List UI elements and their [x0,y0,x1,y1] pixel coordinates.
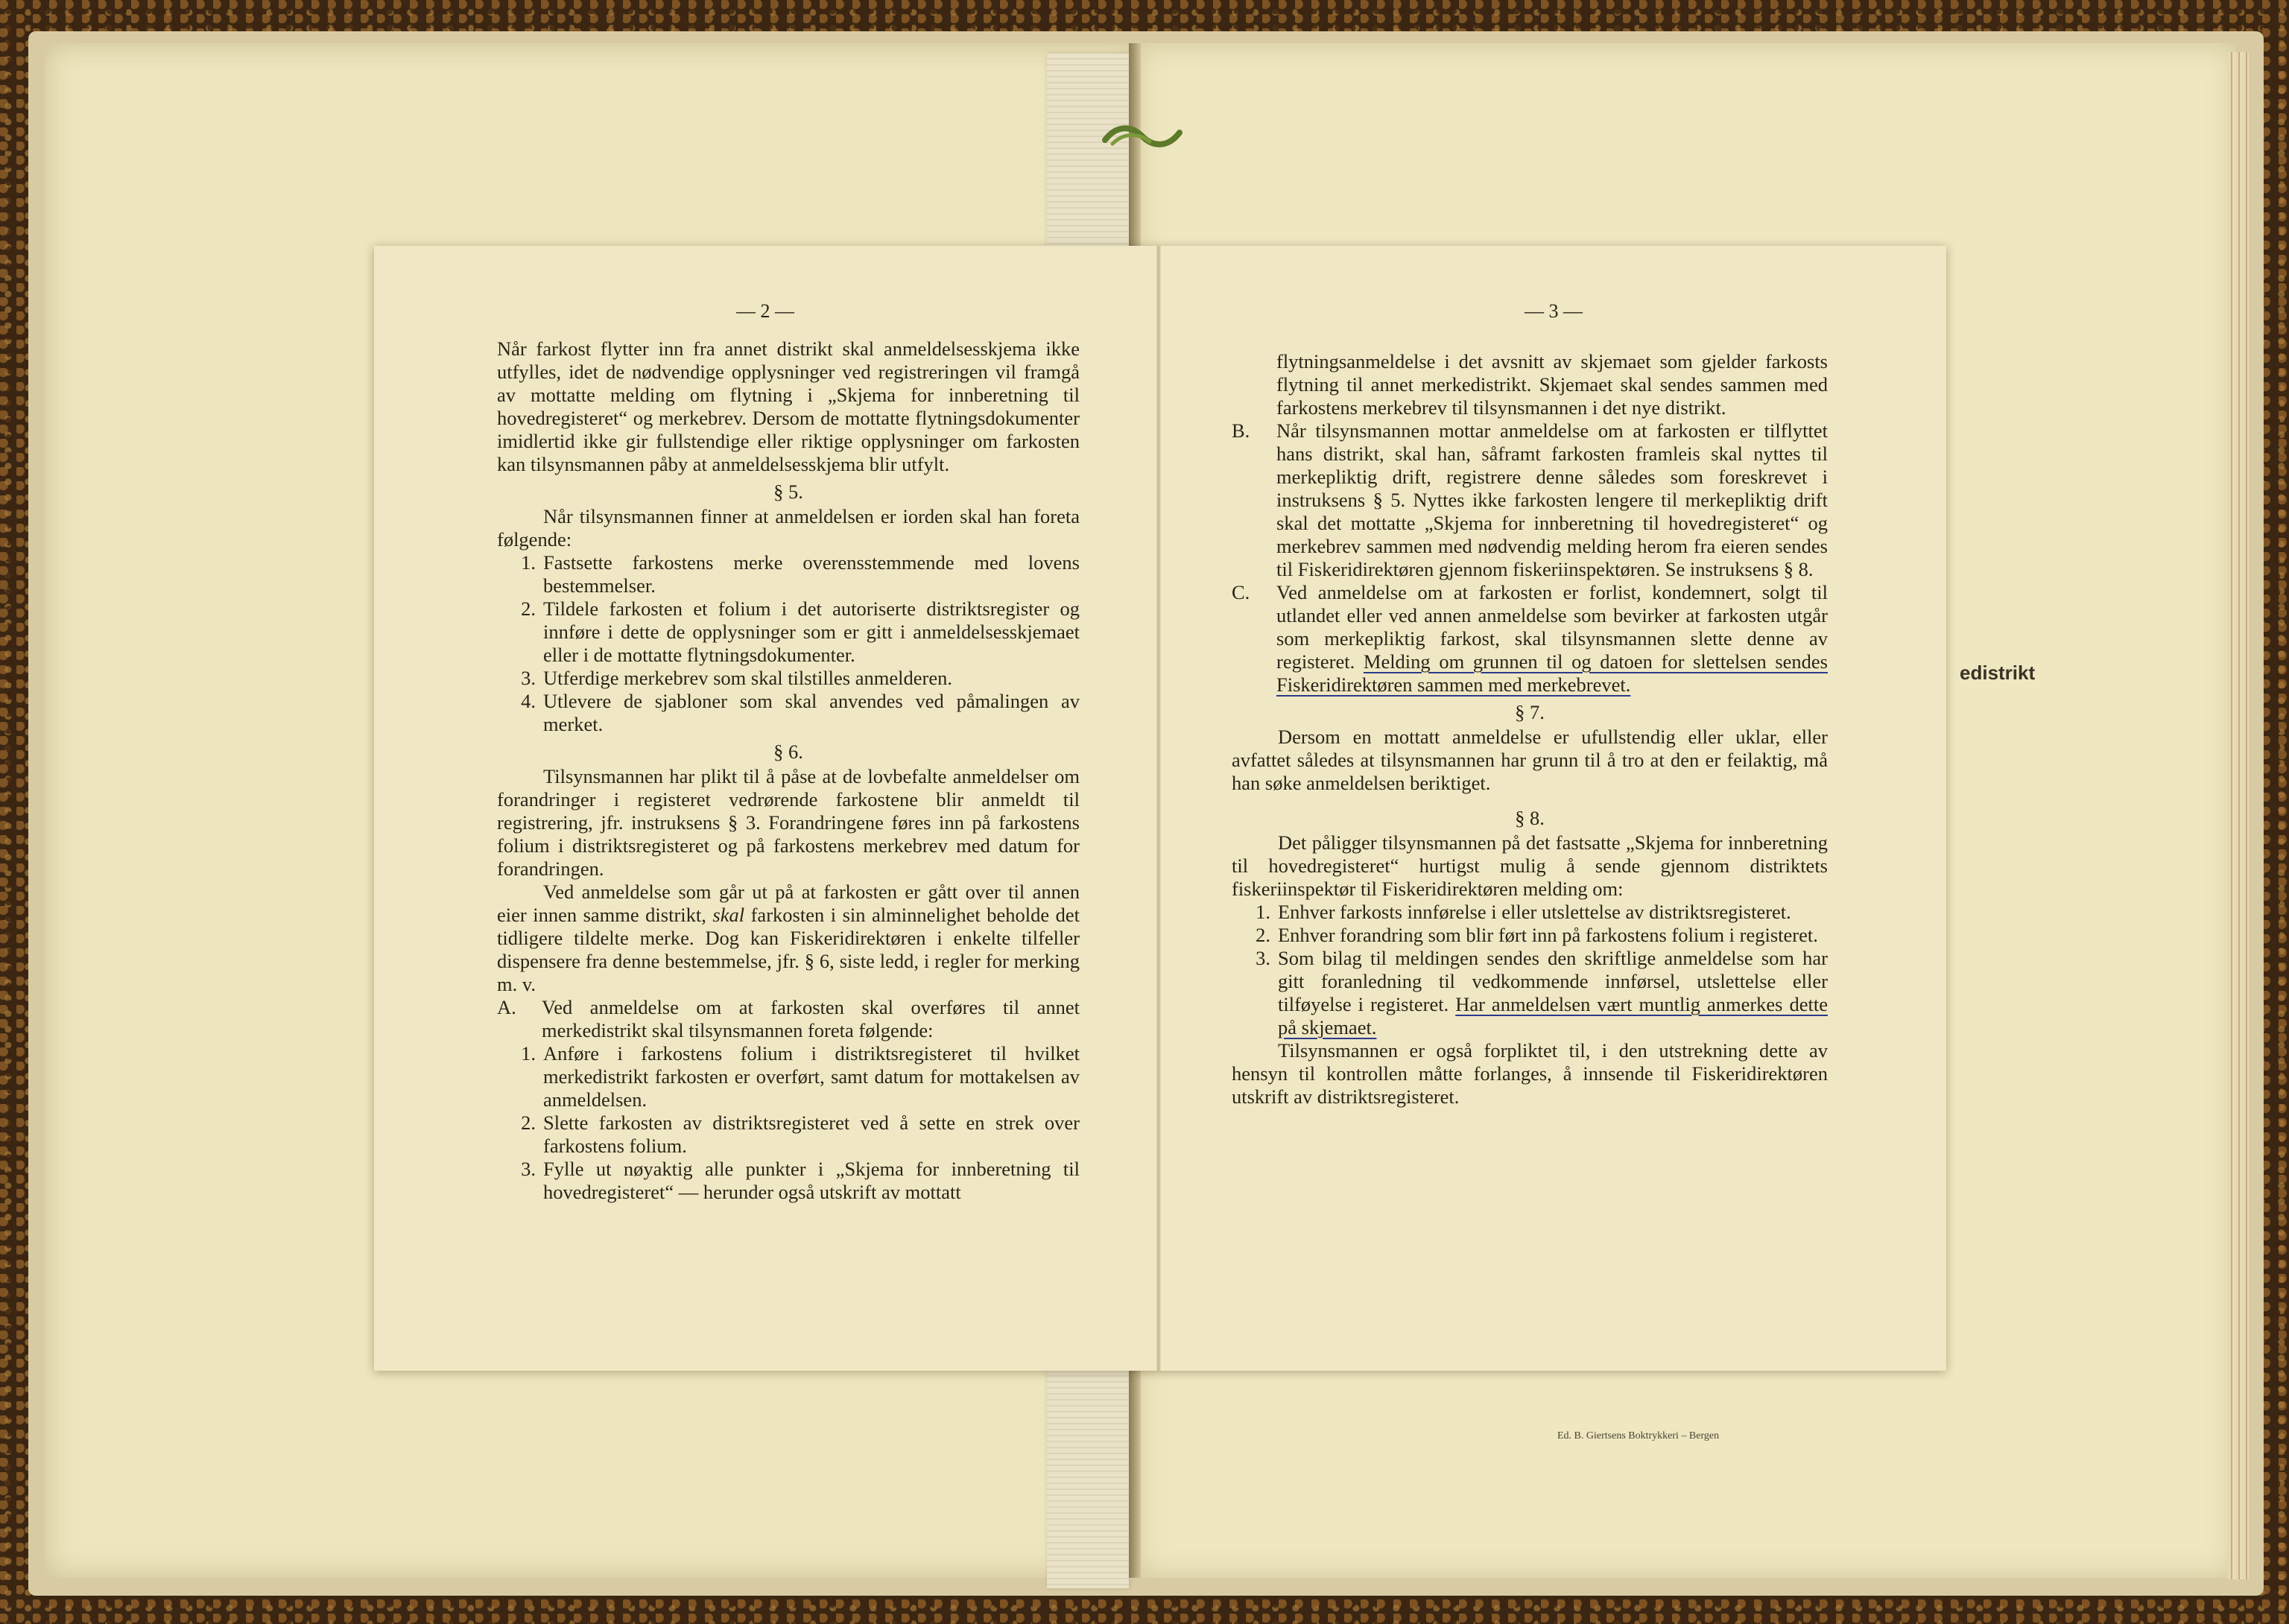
section-5-intro: Når tilsynsmannen finner at anmeldelsen er iorden skal han foreta følgende: [497,505,1080,551]
page-number: — 3 — [1525,300,1583,322]
list-item [497,1158,1080,1204]
list-item [1232,924,1828,947]
list-item [497,551,1080,597]
item-letter [1232,350,1276,419]
text-run: Som bilag til meldingen sendes den skriftlige anmeldelse som har gitt foranledning til vedkommende innførsel, utslettelse eller tilføyelse i registeret. [1278,947,1828,1015]
item-number: 3. [521,667,536,689]
text-run: farkosten i sin alminnelighet beholde det tidligere tildelte merke. Dog kan Fiskeridirektøren i enkelte tilfeller dispensere fra denne bestemmelse, jfr. § 6, siste ledd, i regler for merking m. v. [497,904,1080,995]
page-edges [2228,52,2249,1579]
item-number: 1. [521,1042,536,1065]
item-text: Anføre i farkostens folium i distriktsregisteret til hvilket merkedistrikt farkosten er overført, samt datum for mottakelsen av anmeldelsen. [543,1042,1080,1111]
list-item [497,667,1080,690]
text-run: Ved anmeldelse om at farkosten er forlist, kondemnert, solgt til utlandet eller ved annen anmeldelse som bevirker at farkosten utgår som merkepliktig farkost, skal tilsynsmannen slette denne av registeret. [1276,581,1828,673]
list-item [497,1111,1080,1158]
item-text: flytningsanmeldelse i det avsnitt av skjemaet som gjelder farkosts flytning til annet merkedistrikt. Skjemaet skal sendes sammen med farkostens merkebrev til tilsynsmannen i det nye distrikt. [1276,350,1828,419]
inserted-instruction-sheet [374,246,1946,1371]
item-letter: B. [1232,419,1250,442]
item-text: Enhver farkosts innførelse i eller utslettelse av distriktsregisteret. [1278,901,1791,923]
section-6-paragraph-1: Tilsynsmannen har plikt til å påse at de lovbefalte anmeldelser om forandringer i registeret vedrørende farkostene blir anmeldt til registrering, jfr. instruksens § 3. Forandringene føres inn på farkostens folium i distriktsregisteret og på farkostens merkebrev med datum for forandringen. [497,765,1080,880]
list-item [1232,947,1828,1039]
section-8-final: Tilsynsmannen er også forpliktet til, i den utstrekning dette av hensyn til kontrollen måtte forlanges, å innsende til Fiskeridirektøren utskrift av distriktsregisteret. [1232,1039,1828,1108]
item-letter: C. [1232,581,1250,603]
item-text: Når tilsynsmannen mottar anmeldelse om at farkosten er tilflyttet hans distrikt, skal han, såframt farkosten framleis skal nyttes til merkepliktig drift, registrere denne således som foreskrevet i instruksens § 5. Nyttes ikke farkosten lengere til merkepliktig drift skal det mottatte „Skjema for innberetning til hovedregisteret“ og merkebrev sammen med nødvendig melding herom fra eieren sendes til Fiskeridirektøren gjennom fiskeriinspektøren. Se instruksens § 8. [1276,419,1828,580]
list-item [497,1042,1080,1111]
item-text: Slette farkosten av distriktsregisteret ved å sette en strek over farkostens folium. [543,1111,1080,1157]
continued-item [1232,350,1828,419]
text-run: Ved anmeldelse som går ut på at farkosten er gått over til annen eier innen samme distrikt, [497,881,1080,926]
page-number: — 2 — [736,300,794,322]
section-heading-7: § 7. [1515,701,1545,723]
item-text: Enhver forandring som blir ført inn på farkostens folium i registeret. [1278,924,1818,946]
item-number: 3. [1256,947,1270,969]
emphasis: skal [712,904,745,926]
section-heading-6: § 6. [773,740,803,763]
item-letter: A. [497,996,516,1018]
list-item [1232,901,1828,924]
section-6-paragraph-2 [497,881,1080,996]
section-7-paragraph: Dersom en mottatt anmeldelse er ufullstendig eller uklar, eller avfattet således at tilsynsmannen har grunn til å tro at den er feilaktig, må han søke anmeldelsen beriktiget. [1232,726,1828,794]
item-text: Utlevere de sjabloner som skal anvendes ved påmalingen av merket. [543,690,1080,735]
paragraph-intro: Når farkost flytter inn fra annet distrikt skal anmeldelsesskjema ikke utfylles, idet de nødvendige opplysninger ved registreringen vil framgå av mottatte melding om flytning i „Skjema for innberetning til hovedregisteret“ og merkebrev. Dersom de mottatte flytningsdokumenter imidlertid ikke gir fullstendige eller riktige opplysninger om farkosten kan tilsynsmannen påby at anmeldelsesskjema blir utfylt. [497,337,1080,475]
item-number: 1. [521,551,536,574]
spacer [1232,795,1828,802]
item-text: Utferdige merkebrev som skal tilstilles anmelderen. [543,667,952,689]
item-text: Ved anmeldelse om at farkosten skal overføres til annet merkedistrikt skal tilsynsmannen foreta følgende: [542,996,1080,1041]
item-number: 2. [521,1111,536,1134]
list-item [497,690,1080,736]
page-body [497,337,1080,1204]
item-text [1276,581,1828,697]
list-item [497,597,1080,667]
item-text: Fastsette farkostens merke overensstemmende med lovens bestemmelser. [543,551,1080,597]
item-number: 3. [521,1158,536,1180]
underlined-text: Har anmeldelsen vært muntlig anmerkes dette på skjemaet. [1278,993,1828,1038]
item-text: Fylle ut nøyaktig alle punkter i „Skjema for innberetning til hovedregisteret“ — herunder også utskrift av mottatt [543,1158,1080,1203]
section-heading-5: § 5. [773,480,803,503]
underlined-text: Melding om grunnen til og datoen for slettelsen sendes Fiskeridirektøren sammen med merkebrevet. [1276,650,1828,696]
binding-thread [1101,118,1183,155]
page-3 [1161,246,1946,1371]
item-text: Tildele farkosten et folium i det autoriserte distriktsregister og innføre i dette de opplysninger som er gitt i anmeldelsesskjemaet eller i de mottatte flytningsdokumenter. [543,597,1080,666]
lettered-item-a [497,996,1080,1042]
item-number: 4. [521,690,536,712]
lettered-item-c [1232,581,1828,697]
section-8-intro: Det påligger tilsynsmannen på det fastsatte „Skjema for innberetning til hovedregisteret“ hurtigst mulig å sende gjennom distriktets fiskeriinspektør til Fiskeridirektøren melding om: [1232,831,1828,900]
item-text [1278,947,1828,1039]
background-subtitle-fragment: edistrikt [1960,662,2036,684]
page-2 [374,246,1156,1371]
page-body [1232,350,1828,1108]
item-number: 2. [521,597,536,620]
item-number: 1. [1256,901,1270,923]
printer-imprint: Ed. B. Giertsens Boktrykkeri – Bergen [1557,1430,1720,1441]
section-heading-8: § 8. [1515,807,1545,829]
lettered-item-b [1232,419,1828,581]
item-number: 2. [1256,924,1270,946]
